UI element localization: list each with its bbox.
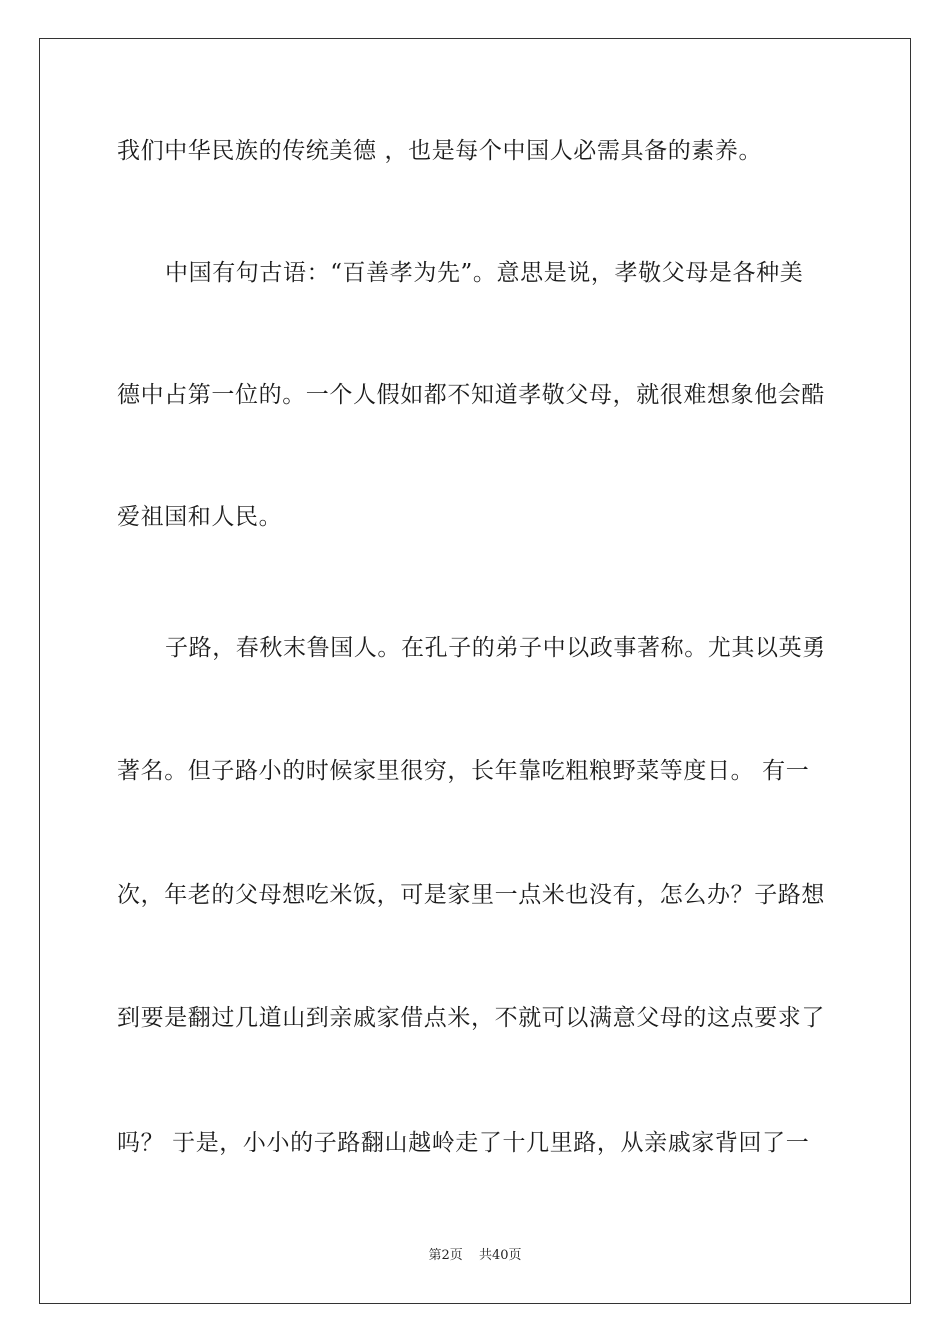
paragraph-line: 吗？ 于是，小小的子路翻山越岭走了十几里路，从亲戚家背回了一 [117,1130,810,1156]
page-frame [39,38,911,1304]
paragraph-line: 著名。但子路小的时候家里很穷，长年靠吃粗粮野菜等度日。 有一 [117,758,810,784]
paragraph-line: 我们中华民族的传统美德 ，也是每个中国人必需具备的素养。 [117,138,763,164]
page-total: 共40页 [478,1248,522,1263]
paragraph-line: 子路，春秋末鲁国人。在孔子的弟子中以政事著称。尤其以英勇 [165,635,826,661]
page-footer [0,1247,950,1265]
paragraph-line: 次，年老的父母想吃米饭，可是家里一点米也没有，怎么办？子路想 [117,882,825,908]
paragraph-line: 爱祖国和人民。 [117,504,283,530]
page-number: 第2页 [428,1248,463,1263]
paragraph-line: 中国有句古语：“百善孝为先”。意思是说，孝敬父母是各种美 [165,260,804,286]
paragraph-line: 到要是翻过几道山到亲戚家借点米，不就可以满意父母的这点要求了 [117,1005,825,1031]
paragraph-line: 德中占第一位的。一个人假如都不知道孝敬父母，就很难想象他会酷 [117,382,825,408]
